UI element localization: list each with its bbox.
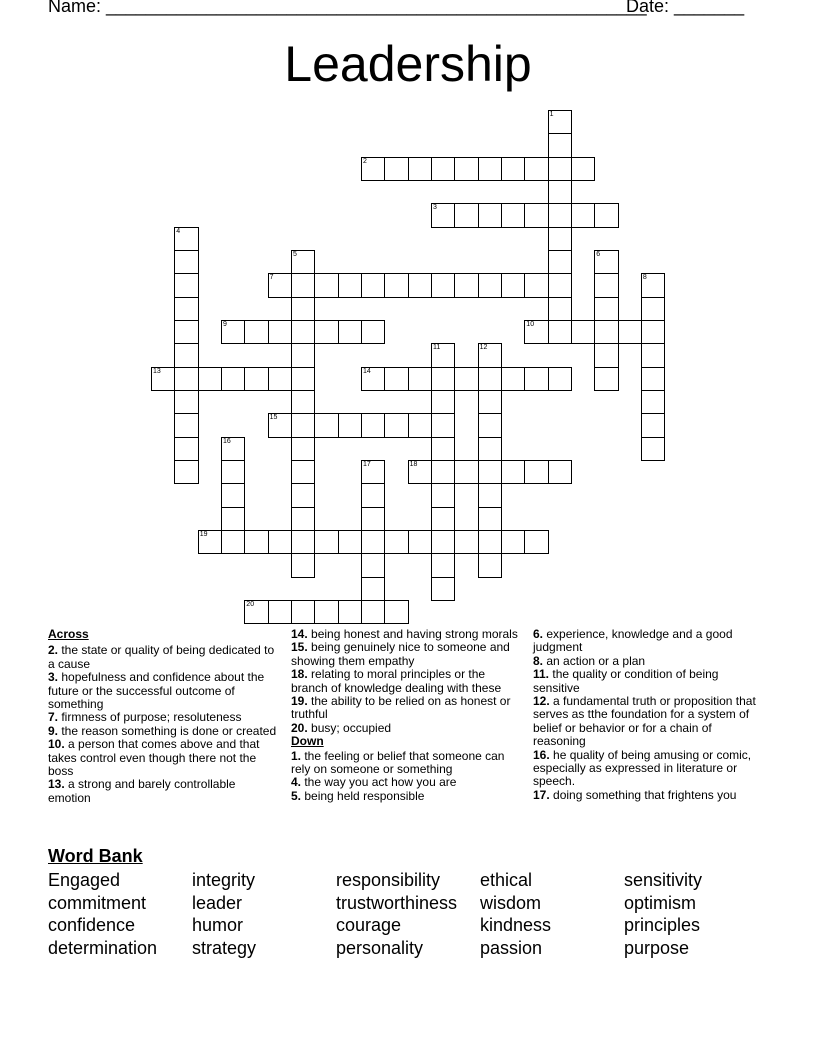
page-title: Leadership: [284, 36, 532, 92]
clue-number: 5.: [291, 788, 302, 803]
grid-cell[interactable]: [221, 507, 245, 531]
grid-cell[interactable]: [478, 553, 502, 577]
grid-cell[interactable]: [408, 460, 432, 484]
grid-cell[interactable]: [548, 297, 572, 321]
grid-cell[interactable]: [431, 530, 455, 554]
grid-cell[interactable]: [384, 530, 408, 554]
clue-number: 13.: [48, 777, 65, 792]
grid-cell[interactable]: [174, 437, 198, 461]
grid-cell[interactable]: [291, 600, 315, 624]
clue-item: [48, 711, 280, 724]
grid-cell[interactable]: [244, 600, 268, 624]
grid-cell[interactable]: [174, 297, 198, 321]
grid-cell[interactable]: [594, 203, 618, 227]
clue-number: 1: [549, 111, 554, 118]
grid-cell[interactable]: [548, 367, 572, 391]
grid-cell[interactable]: [338, 320, 362, 344]
grid-cell[interactable]: [524, 530, 548, 554]
clue-number: 16: [223, 437, 231, 445]
grid-cell[interactable]: [314, 320, 338, 344]
word-bank-word: optimism: [624, 892, 697, 913]
grid-cell[interactable]: [384, 157, 408, 181]
grid-cell[interactable]: [571, 320, 595, 344]
clue-item: [533, 695, 765, 749]
date-field[interactable]: Date: _______: [626, 0, 745, 16]
grid-cell[interactable]: [384, 413, 408, 437]
clue-number: 7: [269, 274, 274, 282]
grid-cell[interactable]: [291, 367, 315, 391]
grid-cell[interactable]: [454, 157, 478, 181]
clue-item: [533, 749, 765, 789]
grid-cell[interactable]: [268, 600, 292, 624]
word-bank-word: kindness: [480, 915, 552, 936]
grid-cell[interactable]: [548, 180, 572, 204]
clue-item: [291, 628, 523, 641]
word-bank-word: strategy: [192, 938, 257, 959]
grid-cell[interactable]: [174, 460, 198, 484]
word-bank-title: Word Bank: [48, 846, 143, 866]
grid-cell[interactable]: [454, 367, 478, 391]
grid-cell[interactable]: [431, 460, 455, 484]
grid-cell[interactable]: [361, 157, 385, 181]
clue-number: 10.: [48, 737, 65, 752]
clue-item: [48, 778, 280, 805]
grid-cell[interactable]: [641, 367, 665, 391]
grid-cell[interactable]: [384, 273, 408, 297]
clue-text: firmness of purpose; resoluteness: [58, 710, 242, 725]
grid-cell[interactable]: [524, 320, 548, 344]
grid-cell[interactable]: [431, 203, 455, 227]
grid-cell[interactable]: [594, 320, 618, 344]
grid-cell[interactable]: [268, 367, 292, 391]
clue-text: a strong and barely controllable emotion: [48, 777, 236, 805]
clue-number: 16.: [533, 747, 550, 762]
grid-cell[interactable]: [524, 460, 548, 484]
grid-cell[interactable]: [338, 600, 362, 624]
clue-number: 4.: [291, 775, 302, 790]
grid-cell[interactable]: [174, 413, 198, 437]
name-field[interactable]: Name: ______________________________________________________: [48, 0, 647, 16]
clue-item: [533, 655, 765, 668]
grid-cell[interactable]: [524, 367, 548, 391]
grid-cell[interactable]: [174, 273, 198, 297]
grid-cell[interactable]: [268, 413, 292, 437]
clue-text: experience, knowledge and a good judgment: [533, 627, 733, 655]
clue-item: [291, 641, 523, 668]
clue-item: [291, 776, 523, 789]
word-bank-word: determination: [48, 938, 158, 959]
grid-cell[interactable]: [221, 367, 245, 391]
clue-number: 2: [363, 157, 367, 165]
clue-number: 18.: [291, 667, 308, 682]
grid-cell[interactable]: [361, 553, 385, 577]
clue-number: 11.: [533, 667, 550, 682]
grid-cell[interactable]: [548, 203, 572, 227]
grid-cell[interactable]: [618, 320, 642, 344]
grid-cell[interactable]: [221, 460, 245, 484]
clue-item: [48, 644, 280, 671]
clue-item: [48, 671, 280, 711]
grid-cell[interactable]: [221, 483, 245, 507]
grid-cell[interactable]: [431, 553, 455, 577]
clue-text: the way you act how you are: [301, 775, 457, 790]
clue-number: 9.: [48, 723, 59, 738]
grid-cell[interactable]: [431, 157, 455, 181]
word-bank-word: passion: [480, 938, 543, 959]
grid-cell[interactable]: [361, 483, 385, 507]
clue-number: 3.: [48, 670, 59, 685]
grid-cell[interactable]: [361, 530, 385, 554]
clue-number: 18: [409, 460, 418, 468]
grid-cell[interactable]: [314, 413, 338, 437]
grid-cell[interactable]: [174, 390, 198, 414]
grid-cell[interactable]: [524, 157, 548, 181]
clue-number: 17.: [533, 787, 550, 802]
grid-cell[interactable]: [174, 367, 198, 391]
word-bank: [48, 845, 703, 959]
word-bank-word: integrity: [192, 870, 256, 890]
clue-number: 5: [293, 251, 297, 258]
grid-cell[interactable]: [548, 460, 572, 484]
clue-number: 13: [153, 367, 161, 375]
grid-cell[interactable]: [478, 273, 502, 297]
word-bank-word: responsibility: [336, 870, 441, 890]
grid-cell[interactable]: [291, 297, 315, 321]
clue-text: doing something that frightens you: [549, 787, 737, 802]
grid-cell[interactable]: [244, 530, 268, 554]
grid-cell[interactable]: [408, 273, 432, 297]
word-bank-word: commitment: [48, 892, 147, 913]
grid-cell[interactable]: [174, 343, 198, 367]
word-bank-word: confidence: [48, 915, 136, 936]
grid-cell[interactable]: [314, 273, 338, 297]
clue-item: [533, 789, 765, 802]
clue-number: 11: [433, 344, 441, 352]
grid-cell[interactable]: [361, 507, 385, 531]
grid-cell[interactable]: [431, 483, 455, 507]
grid-cell[interactable]: [291, 437, 315, 461]
clue-text: the feeling or belief that someone can rely on someone or something: [291, 748, 505, 777]
grid-cell[interactable]: [594, 367, 618, 391]
grid-cell[interactable]: [571, 203, 595, 227]
grid-cell[interactable]: [268, 530, 292, 554]
clue-number: 1.: [291, 748, 302, 763]
grid-cell[interactable]: [548, 227, 572, 251]
grid-cell[interactable]: [198, 530, 222, 554]
grid-cell[interactable]: [221, 320, 245, 344]
grid-cell[interactable]: [361, 460, 385, 484]
clue-text: the quality or condition of being sensitive: [533, 667, 719, 695]
grid-cell[interactable]: [454, 203, 478, 227]
grid-cell[interactable]: [548, 157, 572, 181]
grid-cell[interactable]: [478, 367, 502, 391]
word-bank-word: Engaged: [48, 870, 121, 890]
grid-cell[interactable]: [454, 530, 478, 554]
clue-number: 17: [363, 460, 371, 468]
grid-cell[interactable]: [501, 273, 525, 297]
word-bank-word: principles: [624, 915, 701, 936]
grid-cell[interactable]: [641, 437, 665, 461]
word-bank-word: purpose: [624, 938, 690, 959]
grid-cell[interactable]: [361, 600, 385, 624]
clue-item: [533, 628, 765, 655]
grid-cell[interactable]: [291, 483, 315, 507]
grid-cell[interactable]: [431, 390, 455, 414]
grid-cell[interactable]: [361, 273, 385, 297]
clue-item: [533, 668, 765, 695]
grid-cell[interactable]: [478, 203, 502, 227]
grid-cell[interactable]: [384, 600, 408, 624]
clue-number: 12: [479, 344, 488, 352]
word-bank-word: humor: [192, 915, 244, 936]
grid-cell[interactable]: [478, 413, 502, 437]
grid-cell[interactable]: [431, 343, 455, 367]
clue-number: 14: [363, 367, 371, 375]
grid-cell[interactable]: [291, 553, 315, 577]
grid-cell[interactable]: [408, 413, 432, 437]
word-bank-word: leader: [192, 892, 243, 913]
grid-cell[interactable]: [338, 413, 362, 437]
grid-cell[interactable]: [291, 413, 315, 437]
grid-cell[interactable]: [524, 273, 548, 297]
grid-cell[interactable]: [221, 530, 245, 554]
grid-cell[interactable]: [478, 157, 502, 181]
grid-cell[interactable]: [174, 227, 198, 251]
grid-cell[interactable]: [291, 507, 315, 531]
clue-item: [291, 790, 523, 803]
grid-cell[interactable]: [291, 390, 315, 414]
grid-cell[interactable]: [431, 413, 455, 437]
clue-number: 20: [246, 600, 255, 608]
grid-cell[interactable]: [478, 437, 502, 461]
grid-cell[interactable]: [594, 250, 618, 274]
clue-text: being genuinely nice to someone and showing them empathy: [291, 640, 510, 668]
grid-cell[interactable]: [548, 250, 572, 274]
clue-number: 8.: [533, 653, 544, 668]
grid-cell[interactable]: [408, 367, 432, 391]
grid-cell[interactable]: [641, 273, 665, 297]
grid-cell[interactable]: [431, 437, 455, 461]
grid-cell[interactable]: [408, 530, 432, 554]
clue-number: 19.: [291, 694, 308, 709]
grid-cell[interactable]: [291, 320, 315, 344]
clue-number: 9: [223, 321, 227, 328]
grid-cell[interactable]: [641, 390, 665, 414]
grid-cell[interactable]: [291, 343, 315, 367]
grid-cell[interactable]: [478, 460, 502, 484]
clue-number: 4: [176, 227, 181, 235]
grid-cell[interactable]: [431, 273, 455, 297]
grid-cell[interactable]: [361, 367, 385, 391]
clue-item: [291, 750, 523, 777]
clue-text: being held responsible: [301, 788, 425, 803]
clue-text: a person that comes above and that takes control even though there not the boss: [48, 737, 260, 779]
across-heading: Across: [48, 627, 89, 641]
grid-cell[interactable]: [548, 320, 572, 344]
clue-text: hopefulness and confidence about the future or the successful outcome of something: [48, 670, 265, 712]
grid-cell[interactable]: [641, 343, 665, 367]
grid-cell[interactable]: [641, 413, 665, 437]
clue-number: 15.: [291, 640, 308, 655]
grid-cell[interactable]: [431, 367, 455, 391]
clue-number: 6: [596, 251, 601, 258]
clue-item: [291, 722, 523, 735]
grid-cell[interactable]: [478, 483, 502, 507]
word-bank-word: personality: [336, 938, 424, 959]
grid-cell[interactable]: [221, 437, 245, 461]
grid-cell[interactable]: [594, 273, 618, 297]
clue-number: 2.: [48, 643, 59, 658]
grid-cell[interactable]: [548, 133, 572, 157]
clue-item: [291, 668, 523, 695]
clue-item: [48, 738, 280, 778]
clue-number: 19: [199, 530, 208, 538]
grid-cell[interactable]: [338, 273, 362, 297]
clue-number: 15: [269, 414, 278, 422]
grid-cell[interactable]: [524, 203, 548, 227]
grid-cell[interactable]: [641, 320, 665, 344]
grid-cell[interactable]: [244, 320, 268, 344]
grid-cell[interactable]: [291, 460, 315, 484]
clue-number: 6.: [533, 627, 544, 641]
grid-cell[interactable]: [291, 530, 315, 554]
grid-cell[interactable]: [291, 250, 315, 274]
grid-cell[interactable]: [431, 577, 455, 601]
grid-cell[interactable]: [454, 273, 478, 297]
grid-cell[interactable]: [478, 507, 502, 531]
clue-number: 8: [642, 274, 647, 282]
down-heading: Down: [291, 734, 324, 749]
grid-cell[interactable]: [268, 273, 292, 297]
grid-cell[interactable]: [384, 367, 408, 391]
grid-cell[interactable]: [478, 390, 502, 414]
grid-cell[interactable]: [571, 157, 595, 181]
grid-cell[interactable]: [314, 530, 338, 554]
grid-cell[interactable]: [151, 367, 175, 391]
clue-number: 7.: [48, 710, 59, 725]
grid-cell[interactable]: [174, 320, 198, 344]
grid-cell[interactable]: [361, 577, 385, 601]
clue-text: the ability to be relied on as honest or truthful: [291, 694, 511, 722]
clues-column-1: [48, 628, 280, 805]
grid-cell[interactable]: [501, 460, 525, 484]
clues-column-2: [291, 628, 523, 803]
clue-text: a fundamental truth or proposition that serves as tthe foundation for a system of belief or behavior or for a chain of reasoning: [533, 694, 756, 749]
grid-cell[interactable]: [408, 157, 432, 181]
grid-cell[interactable]: [501, 203, 525, 227]
clue-number: 12.: [533, 694, 550, 709]
clues-column-3: [533, 628, 765, 802]
grid-cell[interactable]: [244, 367, 268, 391]
clue-text: the reason something is done or created: [58, 723, 277, 738]
grid-cell[interactable]: [314, 600, 338, 624]
clue-number: 10: [526, 321, 535, 328]
clue-text: being honest and having strong morals: [307, 627, 518, 641]
word-bank-word: sensitivity: [624, 870, 703, 890]
word-bank-word: trustworthiness: [336, 892, 458, 913]
word-bank-word: courage: [336, 915, 402, 936]
word-bank-word: ethical: [480, 870, 533, 890]
grid-cell[interactable]: [338, 530, 362, 554]
grid-cell[interactable]: [291, 273, 315, 297]
grid-cell[interactable]: [501, 530, 525, 554]
clue-item: [48, 725, 280, 738]
clue-number: 14.: [291, 627, 308, 641]
grid-cell[interactable]: [501, 157, 525, 181]
grid-cell[interactable]: [198, 367, 222, 391]
clue-text: relating to moral principles or the branch of knowledge dealing with these: [291, 667, 502, 695]
grid-cell[interactable]: [454, 460, 478, 484]
grid-cell[interactable]: [268, 320, 292, 344]
clue-number: 3: [433, 204, 437, 212]
grid-cell[interactable]: [478, 343, 502, 367]
grid-cell[interactable]: [548, 110, 572, 134]
clue-number: 20.: [291, 720, 308, 735]
clue-text: an action or a plan: [543, 653, 646, 668]
grid-cell[interactable]: [594, 297, 618, 321]
name-date-line: [48, 0, 745, 17]
clue-text: the state or quality of being dedicated to a cause: [48, 643, 275, 671]
clue-item: [291, 695, 523, 722]
grid-cell[interactable]: [361, 413, 385, 437]
grid-cell[interactable]: [548, 273, 572, 297]
grid-cell[interactable]: [431, 507, 455, 531]
grid-cell[interactable]: [478, 530, 502, 554]
grid-cell[interactable]: [641, 297, 665, 321]
grid-cell[interactable]: [501, 367, 525, 391]
grid-cell[interactable]: [361, 320, 385, 344]
word-bank-word: wisdom: [480, 892, 542, 913]
clue-text: busy; occupied: [307, 720, 392, 735]
clue-text: he quality of being amusing or comic, especially as expressed in literature or speech.: [533, 747, 752, 789]
grid-cell[interactable]: [174, 250, 198, 274]
grid-cell[interactable]: [594, 343, 618, 367]
